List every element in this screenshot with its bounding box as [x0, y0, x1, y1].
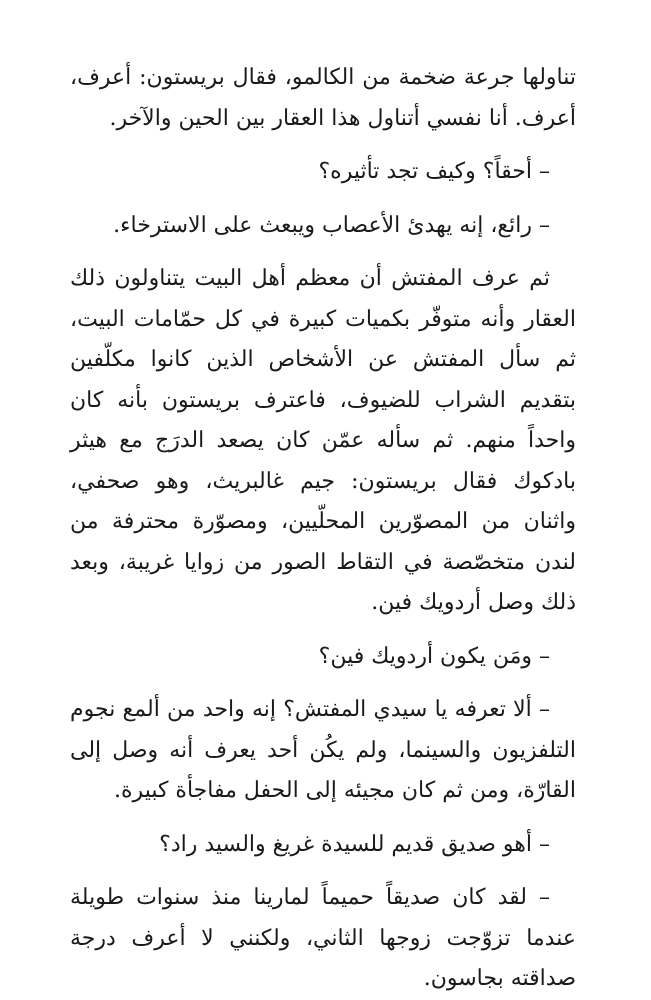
dialogue-line-3: – ومَن يكون أردويك فين؟ [318, 643, 550, 669]
dialogue-line-5: – أهو صديق قديم للسيدة غريغ والسيد راد؟ [159, 831, 550, 857]
dialogue-line-4: – ألا تعرفه يا سيدي المفتش؟ إنه واحد من ألمع نجوم التلفزيون والسينما، ولم يكُن أحد يعرف أنه وصل إلى القارّة، ومن ثم كان مجيئه إلى الحفل مفاجأة كبيرة. [70, 697, 576, 803]
paragraph-2: ثم عرف المفتش أن معظم أهل البيت يتناولون ذلك العقار وأنه متوفّر بكميات كبيرة في كل حمّامات البيت، ثم سأل المفتش عن الأشخاص الذين كانوا مكلّفين بتقديم الشراب للضيوف، فاعترف بريستون بأنه كان واحداً منهم. ثم سأله عمّن كان يصعد الدرَج مع هيثر بادكوك فقال بريستون: جيم غالبريث، وهو صحفي، واثنان من المصوّرين المحلّيين، ومصوّرة محترفة من لندن متخصّصة في التقاط الصور من زوايا غريبة، وبعد ذلك وصل أردويك فين. [70, 266, 576, 615]
dialogue-line-1: – أحقاً؟ وكيف تجد تأثيره؟ [318, 159, 550, 184]
dialogue-line-6: – لقد كان صديقاً حميماً لمارينا منذ سنوات طويلة عندما تزوّجت زوجها الثاني، ولكنني لا أعرف درجة صداقته بجاسون. [70, 885, 576, 991]
paragraph-1: تناولها جرعة ضخمة من الكالمو، فقال بريستون: أعرف، أعرف. أنا نفسي أتناول هذا العقار بين الحين والآخر. [70, 65, 576, 131]
dialogue-line-2: – رائع، إنه يهدئ الأعصاب ويبعث على الاسترخاء. [113, 212, 550, 238]
